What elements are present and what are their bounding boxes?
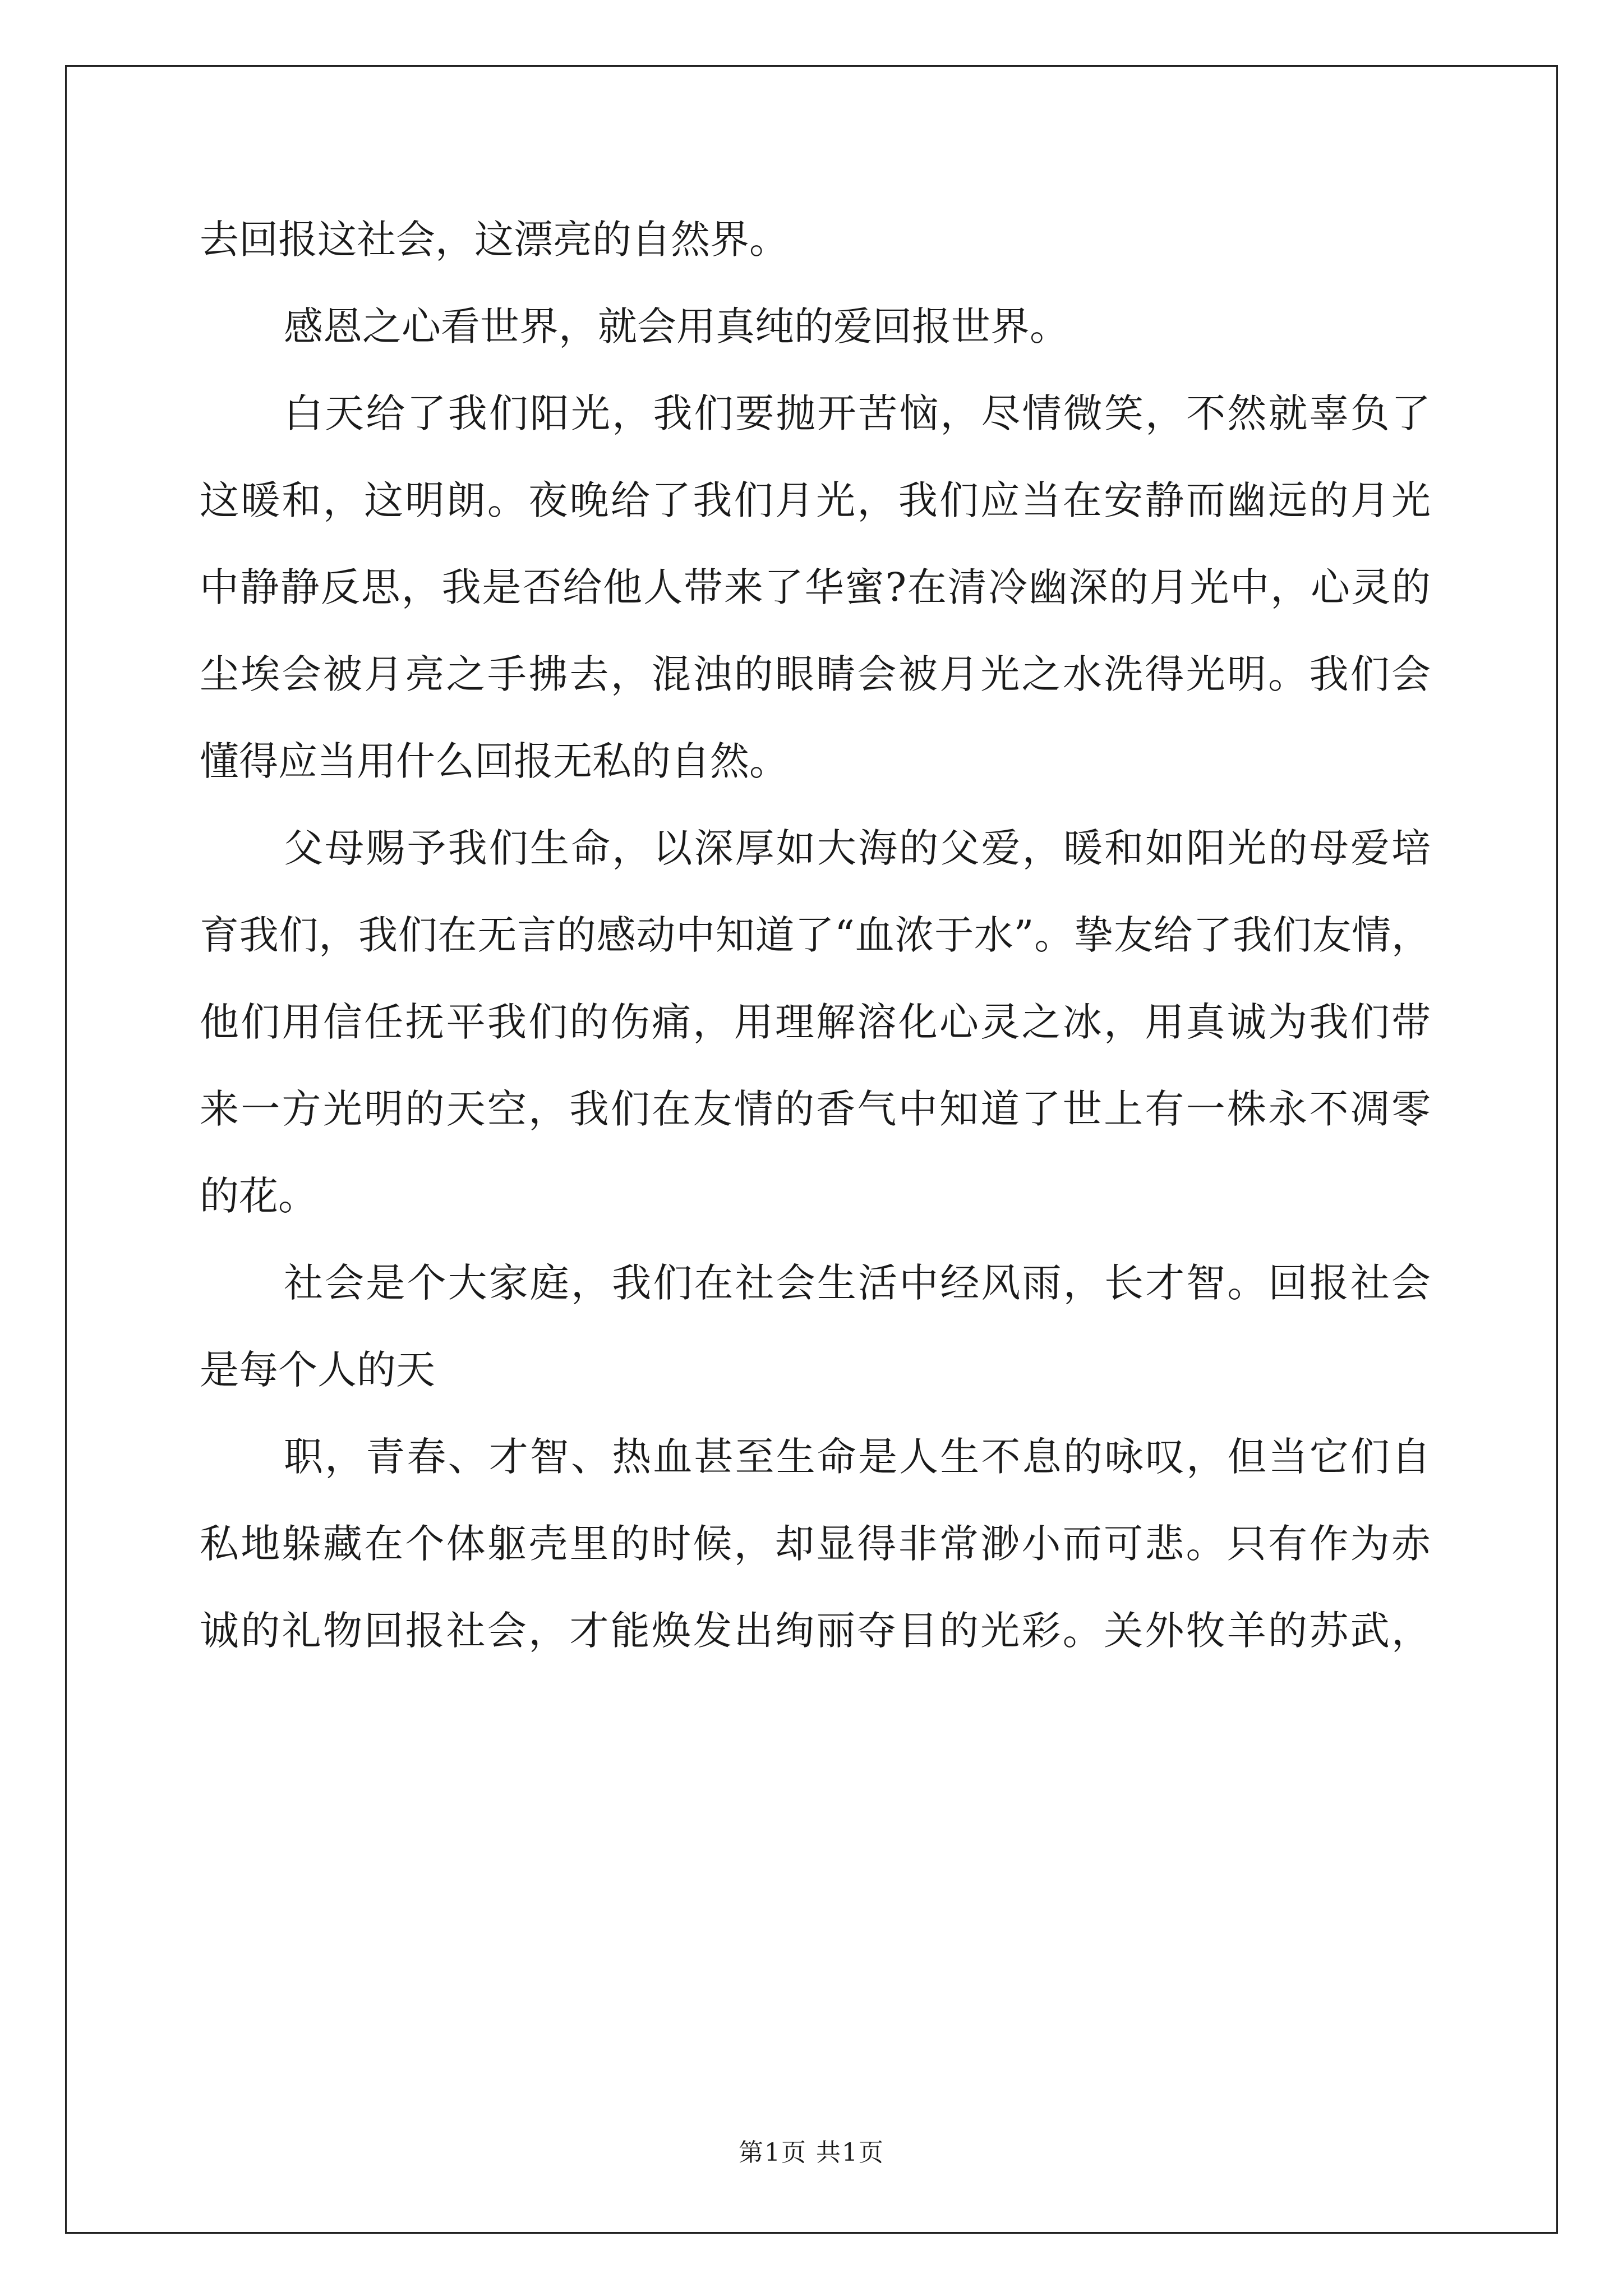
text-line: 中静静反思，我是否给他人带来了华蜜?在清冷幽深的月光中，心灵的 (200, 564, 1431, 610)
text-line: 感恩之心看世界，就会用真纯的爱回报世界。 (284, 303, 1069, 349)
document-body (200, 209, 1431, 1662)
text-line: 社会是个大家庭，我们在社会生活中经风雨，长才智。回报社会 (284, 1260, 1431, 1306)
page-footer: 第1页 共1页 (739, 2138, 884, 2167)
text-line: 育我们，我们在无言的感动中知道了“血浓于水”。挚友给了我们友情， (200, 912, 1431, 958)
text-line: 父母赐予我们生命，以深厚如大海的父爱，暖和如阳光的母爱培 (284, 825, 1431, 871)
text-line: 去回报这社会，这漂亮的自然界。 (200, 217, 789, 263)
text-line: 是每个人的天 (200, 1347, 435, 1393)
text-line: 私地躲藏在个体躯壳里的时候，却显得非常渺小而可悲。只有作为赤 (200, 1521, 1431, 1567)
text-line: 白天给了我们阳光，我们要抛开苦恼，尽情微笑，不然就辜负了 (284, 390, 1431, 436)
text-line: 这暖和，这明朗。夜晚给了我们月光，我们应当在安静而幽远的月光 (200, 477, 1431, 523)
text-line: 的花。 (200, 1173, 317, 1219)
text-line: 懂得应当用什么回报无私的自然。 (200, 738, 789, 784)
text-line: 诚的礼物回报社会，才能焕发出绚丽夺目的光彩。关外牧羊的苏武， (200, 1608, 1431, 1654)
text-line: 来一方光明的天空，我们在友情的香气中知道了世上有一株永不凋零 (200, 1086, 1431, 1132)
text-line: 职，青春、才智、热血甚至生命是人生不息的咏叹，但当它们自 (284, 1434, 1431, 1480)
text-line: 尘埃会被月亮之手拂去，混浊的眼睛会被月光之水洗得光明。我们会 (200, 651, 1431, 697)
text-line: 他们用信任抚平我们的伤痛，用理解溶化心灵之冰，用真诚为我们带 (200, 999, 1431, 1045)
